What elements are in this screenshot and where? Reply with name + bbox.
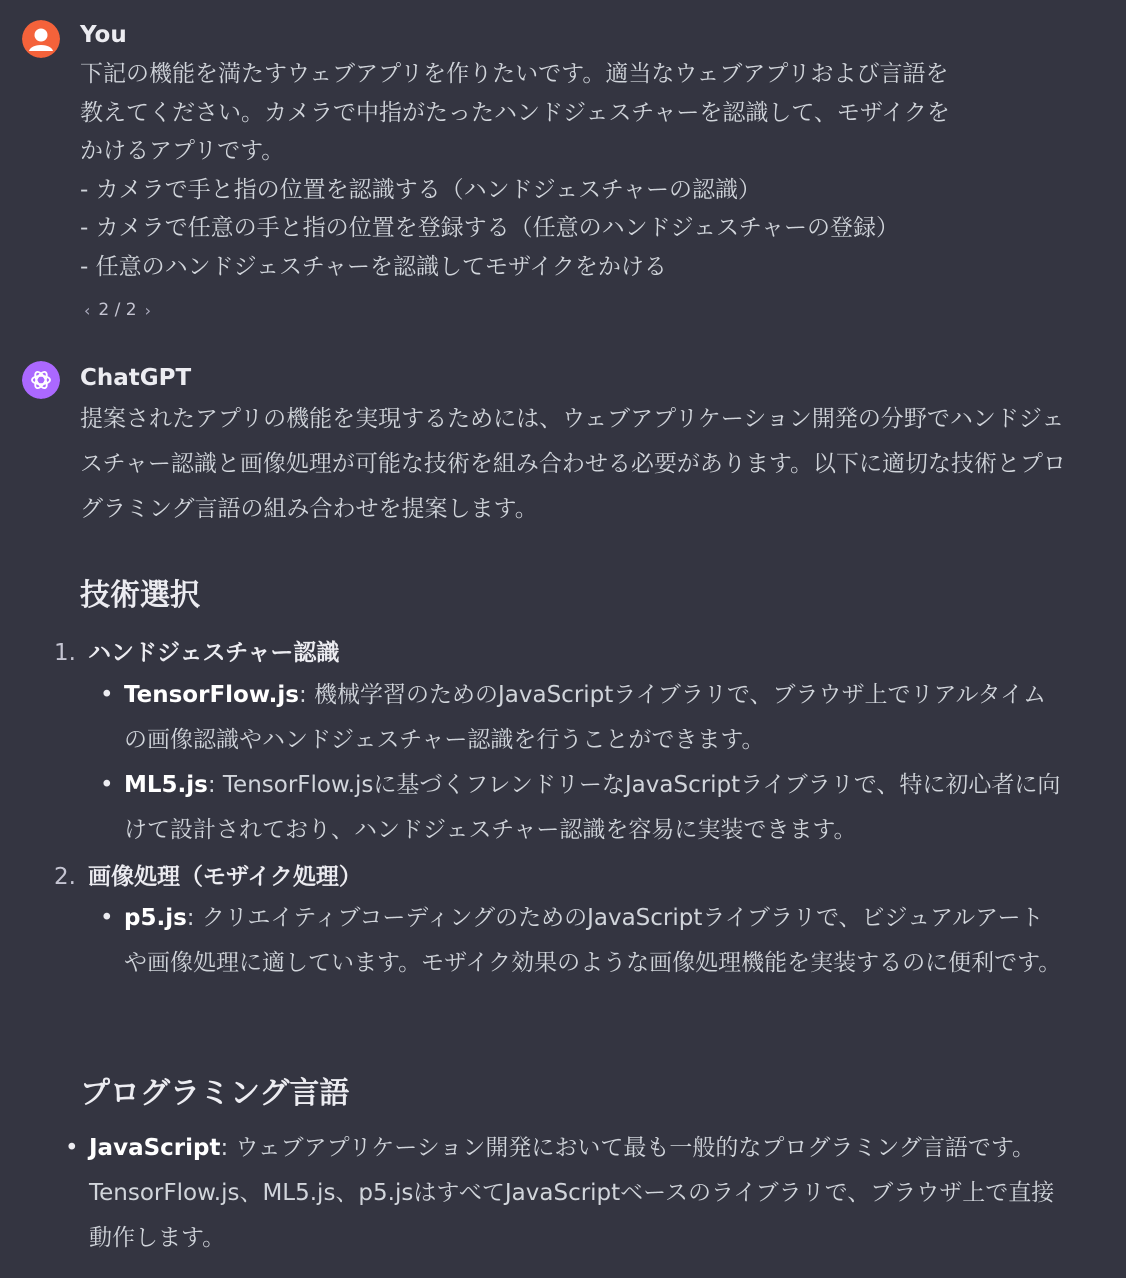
bullet-item [100,896,1064,986]
bullet-term: p5.js [124,905,187,931]
user-avatar [22,20,60,58]
bullet-sep: : [220,1135,229,1161]
bullet-item [100,763,1064,853]
bullet-text: 機械学習のためのJavaScriptライブラリで、ブラウザ上でリアルタイムの画像認識やハンドジェスチャー認識を行うことができます。 [124,682,1047,753]
bullet-dot: • [100,905,114,931]
bullet-text: TensorFlow.jsに基づくフレンドリーなJavaScriptライブラリで、特に初心者に向けて設計されており、ハンドジェスチャー認識を容易に実装できます。 [124,772,1061,843]
assistant-author-name: ChatGPT [80,365,192,391]
chevron-right-icon[interactable]: › [144,300,151,320]
bullet-term: ML5.js [124,772,208,798]
list-item-title: 画像処理（モザイク処理） [88,864,362,890]
bullet-sep: : [298,682,307,708]
chevron-left-icon[interactable]: ‹ [84,300,91,320]
user-icon [22,20,60,58]
ordered-list-item [54,634,339,667]
bullet-dot: • [65,1135,79,1161]
intro-paragraph: 提案されたアプリの機能を実現するためには、ウェブアプリケーション開発の分野でハンドジェスチャー認識と画像処理が可能な技術を組み合わせる必要があります。以下に適切な技術とプログラミング言語の組み合わせを提案します。 [80,406,1067,522]
user-message-text [80,55,1070,286]
bullet-text: ウェブアプリケーション開発において最も一般的なプログラミング言語です。TensorFlow.js、ML5.js、p5.jsはすべてJavaScriptベースのライブラリで、ブラウザ上で直接動作します。 [89,1135,1055,1251]
bullet-text: クリエイティブコーディングのためのJavaScriptライブラリで、ビジュアルアートや画像処理に適しています。モザイク効果のような画像処理機能を実装するのに便利です。 [124,905,1062,976]
bullet-dot: • [100,682,114,708]
bullet-item [65,1126,1059,1261]
user-author-name: You [80,22,127,48]
bullet-item [100,673,1064,763]
bullet-term: JavaScript [89,1135,221,1161]
section-heading-languages: プログラミング言語 [80,1076,350,1111]
pager-label: 2 / 2 [98,300,137,320]
bullet-dot: • [100,772,114,798]
openai-logo-icon [22,361,60,399]
list-number: 1. [54,640,76,666]
user-line: - カメラで手と指の位置を認識する（ハンドジェスチャーの認識） [80,176,762,203]
list-item-title: ハンドジェスチャー認識 [88,640,340,666]
user-line: かけるアプリです。 [80,138,285,164]
response-pager [84,300,151,320]
bullet-sep: : [207,772,216,798]
bullet-term: TensorFlow.js [124,682,299,708]
user-line: - カメラで任意の手と指の位置を登録する（任意のハンドジェスチャーの登録） [80,215,900,241]
assistant-avatar [22,361,60,399]
assistant-intro [80,397,1070,532]
user-line: 教えてください。カメラで中指がたったハンドジェスチャーを認識して、モザイクを [80,99,950,126]
ordered-list-item [54,858,362,891]
user-line: 下記の機能を満たすウェブアプリを作りたいです。適当なウェブアプリおよび言語を [80,61,949,87]
bullet-sep: : [186,905,195,931]
user-line: - 任意のハンドジェスチャーを認識してモザイクをかける [80,253,667,280]
list-number: 2. [54,864,76,890]
section-heading-tech: 技術選択 [80,578,200,613]
